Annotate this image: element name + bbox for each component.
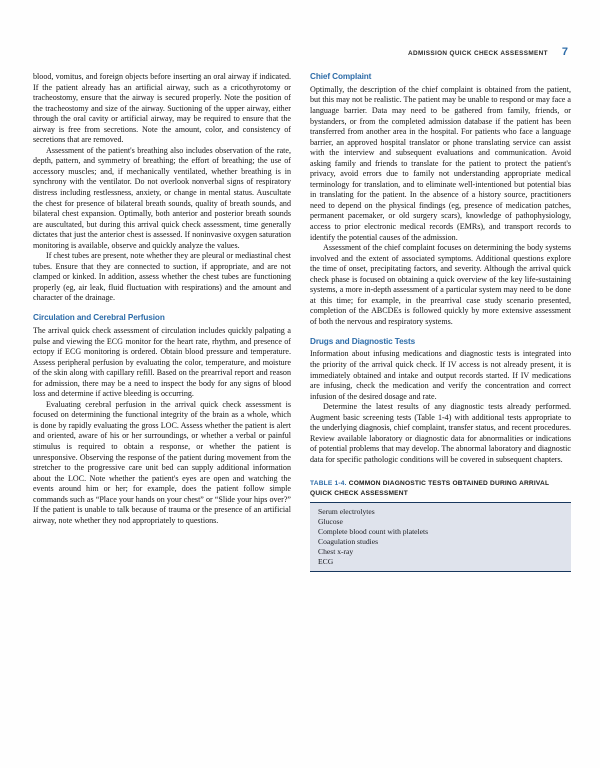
- paragraph: If chest tubes are present, note whether they are pleural or mediastinal chest tubes. Ensure that they are connected to suction, if appropriate, and are not clamped or kinked. In addition, assess whether the chest tubes are functioning properly (eg, air leak, fluid fluctuation with respirations) and the amount and character of the drainage.: [33, 251, 291, 303]
- table-row-list: [310, 507, 571, 566]
- table-row: Coagulation studies: [318, 537, 379, 547]
- table-caption: [310, 479, 571, 498]
- paragraph: Assessment of the chief complaint focuses on determining the body systems involved and the extent of associated symptoms. Additional questions explore the time of onset, precipitating factors, and severity. Although the arrival quick check phase is focused on obtaining a quick overview of the key life-sustaining systems, a more in-depth assessment of a particular system may need to be done at this time; for example, in the prearrival case study scenario presented, completion of the ABCDEs is followed quickly by more extensive assessment of both the nervous and respiratory systems.: [310, 243, 571, 326]
- paragraph: blood, vomitus, and foreign objects before inserting an oral airway if indicated. If the patient already has an artificial airway, such as a cricothyrotomy or tracheostomy, ensure that the airway is secured properly. Note the position of the tracheostomy and size of the airway. Suctioning of the upper airway, either through the oral cavity or artificial airway, may be required to ensure that the airway is free from secretions. Note the amount, color, and consistency of secretions that are removed.: [33, 72, 291, 145]
- table-title: COMMON DIAGNOSTIC TESTS OBTAINED DURING ARRIVAL QUICK CHECK ASSESSMENT: [310, 480, 550, 497]
- table-row: ECG: [318, 556, 334, 566]
- spacer: [310, 328, 571, 337]
- paragraph: Assessment of the patient's breathing also includes observation of the rate, depth, pattern, and symmetry of breathing; the effort of breathing; the use of accessory muscles; and, if mechanically ventilated, whether breathing is in synchrony with the ventilator. Do not overlook nonverbal signs of respiratory distress including restlessness, anxiety, or change in mental status. Auscultate the chest for presence of bilateral breath sounds, quality of breath sounds, and bilateral chest expansion. Optimally, both anterior and posterior breath sounds are auscultated, but during this arrival quick check assessment, time generally dictates that just the anterior chest is assessed. If noninvasive oxygen saturation monitoring is available, observe and quickly analyze the values.: [33, 145, 291, 250]
- table-1-4: [310, 479, 571, 571]
- table-row: Glucose: [318, 517, 343, 527]
- paragraph: Evaluating cerebral perfusion in the arrival quick check assessment is focused on determining the functional integrity of the brain as a whole, which is done by rapidly evaluating the gross LOC. Assess whether the patient is alert and oriented, aware of his or her surroundings, or whether a verbal or painful stimulus is required to obtain a response, or whether the patient is unresponsive. Observing the response of the patient during movement from the stretcher to the progressive care unit bed can supply additional information about the LOC. Note whether the patient's eyes are open and watching the events around him or her; for example, does the patient follow simple commands such as “Place your hands on your chest” or “Slide your hips over?” If the patient is unable to talk because of trauma or the presence of an artificial airway, note whether they nod appropriately to questions.: [33, 399, 291, 525]
- section-heading-chief-complaint: Chief Complaint: [310, 72, 372, 81]
- table-row: Serum electrolytes: [318, 507, 375, 517]
- paragraph: Information about infusing medications and diagnostic tests is integrated into the priority of the arrival quick check. If IV access is not already present, it is immediately obtained and intake and output records started. If IV medications are infusing, check the medication and verify the concentration and correct infusion of the desired dosage and rate.: [310, 349, 571, 401]
- section-heading-drugs-and-diagnostic-tests: Drugs and Diagnostic Tests: [310, 336, 416, 346]
- table-number: TABLE 1-4.: [310, 480, 347, 488]
- table-body: [310, 502, 571, 571]
- spacer: [33, 304, 291, 313]
- paragraph: Optimally, the description of the chief complaint is obtained from the patient, but this may not be realistic. The patient may be unable to respond or may face a language barrier. Data may need to be gathered from family, friends, or bystanders, or from the completed admission database if the patient has been transferred from another area in the hospital. For patients who face a language barrier, an approved hospital translator or phone translating service can assist with the interview and subsequent evaluations and communication. Avoid asking family and friends to translate for the patient to protect the patient's privacy, avoid errors due to family not understanding appropriate medical terminology for translation, and to eliminate well-intentioned but potential bias in translating for the patient. In the absence of a history source, practitioners need to depend on the physical findings (eg, presence of medication patches, permanent pacemaker, or old surgery scars), knowledge of pathophysiology, access to prior electronic medical records (EMRs), and transport records to identify the potential causes of the admission.: [310, 84, 571, 242]
- two-column-body: [33, 72, 570, 572]
- section-heading-circulation-and-cerebral-perfusion: Circulation and Cerebral Perfusion: [33, 313, 165, 323]
- page-number: 7: [561, 46, 568, 58]
- table-row: Complete blood count with platelets: [318, 527, 429, 537]
- left-column: [33, 72, 291, 572]
- paragraph: Determine the latest results of any diagnostic tests already performed. Augment basic screening tests (Table 1-4) with additional tests appropriate to the underlying diagnosis, chief complaint, transfer status, and recent procedures. Review available laboratory or diagnostic data for abnormalities or indications of potential problems that may develop. The abnormal laboratory and diagnostic data for specific pathologic conditions will be covered in subsequent chapters.: [310, 402, 571, 464]
- running-head-title: ADMISSION QUICK CHECK ASSESSMENT: [408, 50, 548, 57]
- running-head: [408, 47, 568, 58]
- paragraph: The arrival quick check assessment of circulation includes quickly palpating a pulse and viewing the ECG monitor for the heart rate, rhythm, and presence of ectopy if ECG monitoring is ordered. Obtain blood pressure and temperature. Assess peripheral perfusion by evaluating the color, temperature, and moisture of the skin along with capillary refill. Based on the prearrival report and reason for admission, there may be a need to inspect the body for any signs of blood loss and determine if active bleeding is occurring.: [33, 325, 291, 399]
- right-column: [310, 72, 571, 572]
- table-row: Chest x-ray: [318, 547, 354, 557]
